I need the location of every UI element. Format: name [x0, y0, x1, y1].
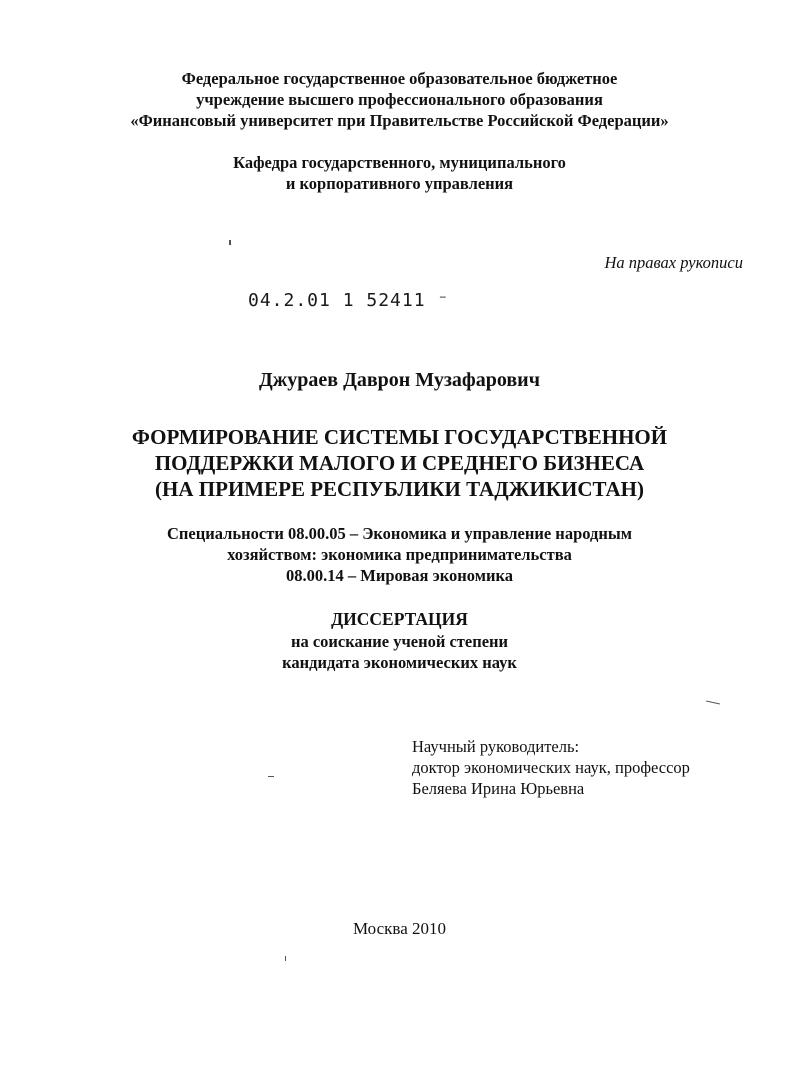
registration-stamp: 04.2.01 1 52411 ⁻ — [248, 290, 450, 311]
specialty-line-2: хозяйством: экономика предпринимательства — [227, 545, 572, 564]
dissertation-title — [0, 424, 799, 502]
title-line-2: ПОДДЕРЖКИ МАЛОГО И СРЕДНЕГО БИЗНЕСА — [154, 451, 645, 475]
institution-line-1: Федеральное государственное образовательное бюджетное — [181, 69, 618, 88]
institution-line-3: «Финансовый университет при Правительстве Российской Федерации» — [130, 111, 669, 130]
specialty-line-1: Специальности 08.00.05 – Экономика и управление народным — [167, 524, 632, 543]
manuscript-note: На правах рукописи — [604, 253, 743, 272]
supervisor-line-2: доктор экономических наук, профессор — [412, 758, 690, 777]
author-name: Джураев Даврон Музафарович — [259, 369, 540, 391]
title-line-3: (НА ПРИМЕРЕ РЕСПУБЛИКИ ТАДЖИКИСТАН) — [155, 477, 644, 501]
department-line-1: Кафедра государственного, муниципального — [233, 153, 566, 172]
department-header — [0, 152, 799, 194]
degree-line-2: кандидата экономических наук — [282, 653, 517, 672]
scan-speck — [229, 240, 231, 245]
degree-info — [0, 631, 799, 673]
department-line-2: и корпоративного управления — [285, 174, 514, 193]
scan-speck — [706, 701, 720, 705]
institution-line-2: учреждение высшего профессионального образования — [196, 90, 603, 109]
specialty-line-3: 08.00.14 – Мировая экономика — [286, 566, 513, 585]
scan-speck — [268, 776, 274, 777]
specialty-info — [0, 523, 799, 586]
institution-header — [0, 68, 799, 131]
city-year: Москва 2010 — [352, 919, 447, 938]
title-line-1: ФОРМИРОВАНИЕ СИСТЕМЫ ГОСУДАРСТВЕННОЙ — [131, 425, 668, 449]
supervisor-info — [412, 736, 690, 799]
degree-line-1: на соискание ученой степени — [290, 632, 509, 651]
scan-speck — [285, 956, 286, 961]
supervisor-line-3: Беляева Ирина Юрьевна — [412, 779, 585, 798]
supervisor-line-1: Научный руководитель: — [412, 737, 580, 756]
dissertation-heading: ДИССЕРТАЦИЯ — [331, 609, 468, 629]
